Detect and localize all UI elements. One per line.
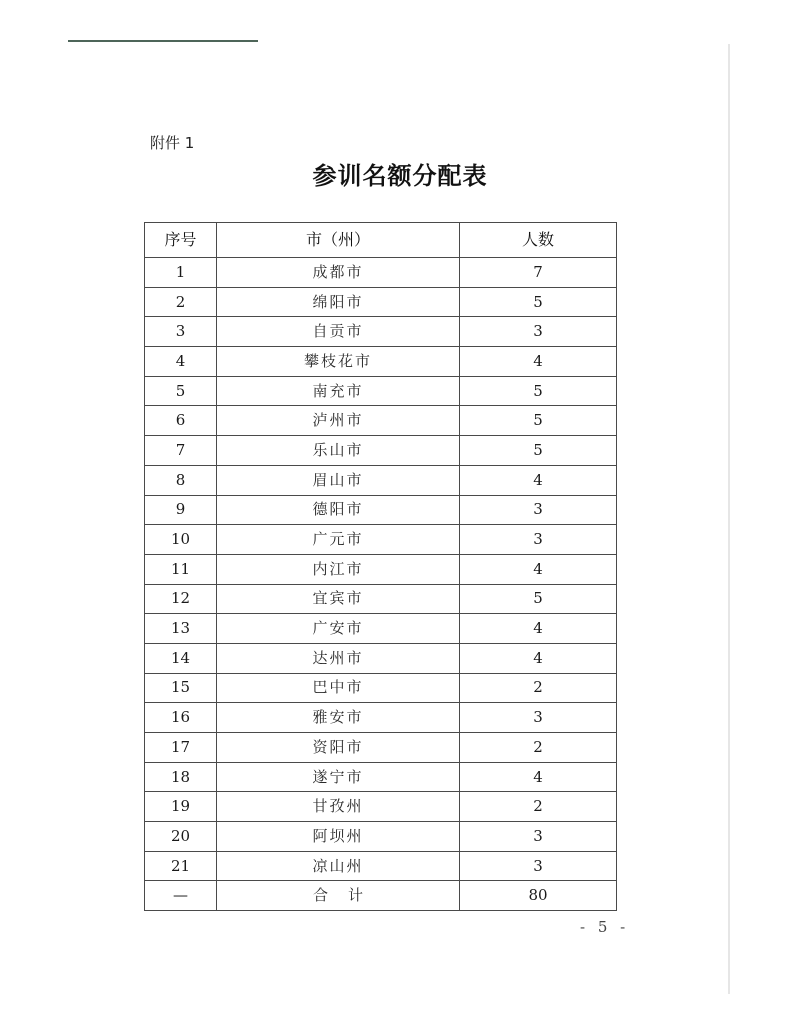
row-index: 4	[145, 347, 217, 377]
row-city: 资阳市	[217, 733, 460, 763]
row-city: 自贡市	[217, 317, 460, 347]
row-index: 11	[145, 554, 217, 584]
row-count: 3	[460, 525, 617, 555]
table-row	[145, 554, 617, 584]
row-index: 2	[145, 287, 217, 317]
table-row	[145, 584, 617, 614]
table-row	[145, 406, 617, 436]
total-count: 80	[460, 881, 617, 911]
row-city: 乐山市	[217, 436, 460, 466]
row-city: 阿坝州	[217, 822, 460, 852]
row-city: 广元市	[217, 525, 460, 555]
row-count: 4	[460, 347, 617, 377]
row-city: 甘孜州	[217, 792, 460, 822]
row-index: 20	[145, 822, 217, 852]
table-row	[145, 643, 617, 673]
table-row	[145, 614, 617, 644]
row-count: 5	[460, 287, 617, 317]
row-city: 泸州市	[217, 406, 460, 436]
row-city: 凉山州	[217, 851, 460, 881]
table-row	[145, 258, 617, 288]
table-row	[145, 525, 617, 555]
row-city: 攀枝花市	[217, 347, 460, 377]
row-count: 2	[460, 673, 617, 703]
row-count: 4	[460, 465, 617, 495]
row-count: 3	[460, 851, 617, 881]
row-count: 3	[460, 317, 617, 347]
row-count: 5	[460, 376, 617, 406]
row-index: 6	[145, 406, 217, 436]
page-number: - 5 -	[580, 918, 630, 936]
row-city: 南充市	[217, 376, 460, 406]
row-count: 3	[460, 822, 617, 852]
table-row	[145, 673, 617, 703]
row-index: 18	[145, 762, 217, 792]
scan-edge-top-line	[68, 40, 258, 42]
row-city: 遂宁市	[217, 762, 460, 792]
attachment-label: 附件 1	[150, 134, 195, 152]
table-row	[145, 347, 617, 377]
table-body	[145, 258, 617, 911]
row-count: 5	[460, 436, 617, 466]
header-index: 序号	[145, 223, 217, 258]
table-row	[145, 851, 617, 881]
table-row	[145, 436, 617, 466]
row-city: 德阳市	[217, 495, 460, 525]
row-count: 4	[460, 554, 617, 584]
row-city: 达州市	[217, 643, 460, 673]
row-count: 5	[460, 584, 617, 614]
table-row	[145, 792, 617, 822]
row-index: 15	[145, 673, 217, 703]
table-row	[145, 465, 617, 495]
row-index: 7	[145, 436, 217, 466]
row-city: 成都市	[217, 258, 460, 288]
row-index: 12	[145, 584, 217, 614]
row-index: 5	[145, 376, 217, 406]
table-row	[145, 703, 617, 733]
row-index: 8	[145, 465, 217, 495]
row-index: 21	[145, 851, 217, 881]
row-count: 2	[460, 792, 617, 822]
row-index: 10	[145, 525, 217, 555]
row-city: 广安市	[217, 614, 460, 644]
table-row	[145, 317, 617, 347]
row-count: 3	[460, 703, 617, 733]
table-row	[145, 287, 617, 317]
row-count: 4	[460, 762, 617, 792]
table-row	[145, 376, 617, 406]
row-index: 17	[145, 733, 217, 763]
row-count: 2	[460, 733, 617, 763]
header-city: 市（州）	[217, 223, 460, 258]
row-city: 巴中市	[217, 673, 460, 703]
table-header-row	[145, 223, 617, 258]
row-count: 4	[460, 643, 617, 673]
row-count: 7	[460, 258, 617, 288]
row-index: 16	[145, 703, 217, 733]
row-city: 眉山市	[217, 465, 460, 495]
table-row	[145, 733, 617, 763]
table-row	[145, 495, 617, 525]
table-total-row	[145, 881, 617, 911]
table-row	[145, 822, 617, 852]
total-label: 合计	[217, 881, 460, 911]
document-title: 参训名额分配表	[312, 162, 488, 190]
header-count: 人数	[460, 223, 617, 258]
row-count: 5	[460, 406, 617, 436]
row-city: 内江市	[217, 554, 460, 584]
row-index: 9	[145, 495, 217, 525]
row-index: 3	[145, 317, 217, 347]
row-city: 绵阳市	[217, 287, 460, 317]
row-city: 雅安市	[217, 703, 460, 733]
row-index: 19	[145, 792, 217, 822]
row-index: 14	[145, 643, 217, 673]
row-count: 4	[460, 614, 617, 644]
allocation-table	[144, 222, 617, 911]
row-count: 3	[460, 495, 617, 525]
table-row	[145, 762, 617, 792]
row-index: 1	[145, 258, 217, 288]
total-index: —	[145, 881, 217, 911]
row-index: 13	[145, 614, 217, 644]
row-city: 宜宾市	[217, 584, 460, 614]
